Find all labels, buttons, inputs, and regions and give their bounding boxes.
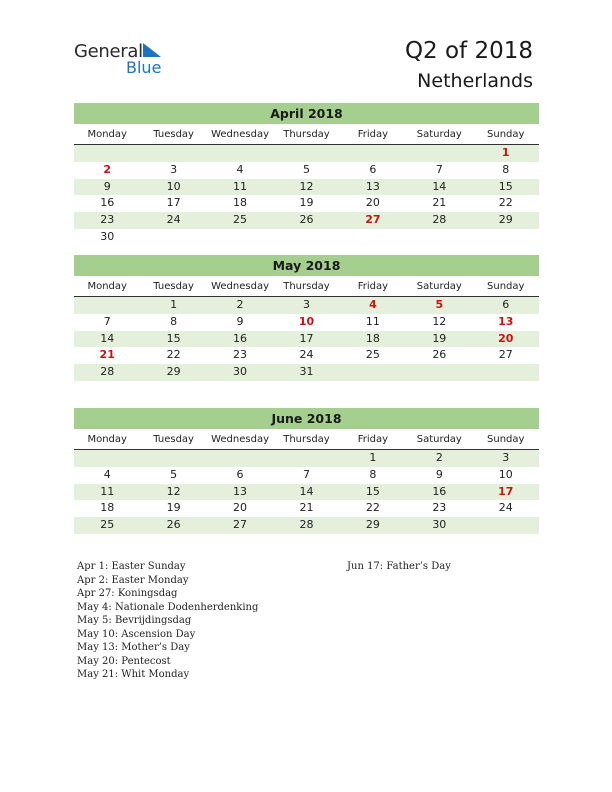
month-header: April 2018 — [74, 103, 539, 124]
day-cell: 3 — [302, 298, 310, 311]
week-row — [74, 179, 539, 196]
day-cell — [473, 364, 539, 381]
week-row — [74, 467, 539, 484]
holiday-day-cell: 21 — [99, 348, 115, 362]
week-row — [74, 364, 539, 381]
holiday-day-cell: 20 — [498, 331, 514, 345]
holiday-note: May 20: Pentecost — [77, 655, 171, 667]
week-row — [74, 314, 539, 331]
weekday-label: Sunday — [487, 434, 525, 445]
day-cell: 3 — [502, 451, 510, 464]
day-cell — [340, 364, 406, 381]
day-cell — [340, 145, 406, 162]
holiday-day-cell: 1 — [501, 146, 510, 159]
day-cell: 15 — [166, 331, 181, 345]
holiday-day-cell: 27 — [365, 213, 381, 227]
weekday-label: Saturday — [416, 434, 462, 445]
day-cell: 29 — [498, 213, 513, 227]
day-cell: 6 — [502, 298, 510, 311]
day-cell — [140, 145, 206, 162]
weekday-label: Wednesday — [211, 434, 269, 445]
holiday-day-cell: 2 — [103, 162, 112, 176]
day-cell: 5 — [170, 467, 178, 481]
holiday-note: Jun 17: Father’s Day — [347, 561, 451, 572]
weekday-label: Saturday — [416, 281, 462, 292]
day-cell: 4 — [236, 162, 244, 176]
holiday-note: May 21: Whit Monday — [77, 669, 190, 680]
day-cell: 25 — [100, 518, 115, 532]
day-cell: 24 — [299, 348, 314, 362]
day-cell: 19 — [299, 196, 314, 210]
week-row — [74, 229, 539, 246]
day-cell: 8 — [369, 467, 377, 481]
day-cell — [473, 229, 539, 246]
weekday-label: Wednesday — [211, 129, 269, 140]
day-cell: 26 — [432, 348, 447, 362]
weekday-label: Wednesday — [211, 281, 269, 292]
day-cell: 2 — [435, 451, 443, 464]
weekday-label: Friday — [357, 129, 389, 140]
holiday-day-cell: 17 — [498, 484, 514, 498]
day-cell — [273, 450, 339, 467]
weekday-label: Thursday — [283, 434, 330, 445]
day-cell: 6 — [236, 467, 244, 481]
day-cell: 10 — [498, 467, 513, 481]
month-may — [74, 255, 539, 381]
day-cell: 26 — [299, 213, 314, 227]
week-row — [74, 517, 539, 534]
weekday-label: Sunday — [487, 129, 525, 140]
day-cell: 17 — [299, 331, 314, 345]
day-cell: 22 — [365, 501, 380, 515]
weekday-label: Tuesday — [153, 281, 194, 292]
day-cell: 16 — [233, 331, 248, 345]
day-cell: 12 — [299, 179, 314, 193]
page-title: Q2 of 2018 — [404, 38, 533, 64]
day-cell — [406, 364, 472, 381]
brand-name-general: General — [74, 41, 143, 62]
weekday-label: Friday — [357, 434, 389, 445]
day-cell: 28 — [100, 365, 115, 379]
day-cell: 5 — [302, 162, 310, 176]
day-cell — [140, 450, 206, 467]
day-cell: 28 — [432, 213, 447, 227]
day-cell: 27 — [498, 348, 513, 362]
day-cell: 23 — [432, 501, 447, 515]
day-cell — [406, 145, 472, 162]
month-header: June 2018 — [74, 408, 539, 429]
holiday-note: May 13: Mother’s Day — [77, 642, 190, 653]
month-april — [74, 103, 539, 246]
day-cell: 21 — [299, 501, 314, 515]
week-row — [74, 484, 539, 501]
day-cell: 23 — [233, 348, 248, 362]
holiday-note: May 5: Bevrijdingsdag — [77, 615, 192, 626]
holiday-day-cell: 10 — [298, 314, 315, 328]
day-cell: 23 — [100, 213, 115, 227]
week-row — [74, 297, 539, 314]
week-row — [74, 162, 539, 179]
holiday-note: May 4: Nationale Dodenherdenking — [77, 601, 259, 613]
day-cell: 17 — [166, 196, 181, 210]
holiday-note: Apr 2: Easter Monday — [77, 574, 189, 586]
holiday-day-cell: 13 — [498, 314, 514, 328]
weekday-header-row — [74, 276, 539, 297]
day-cell — [74, 450, 140, 467]
week-row — [74, 212, 539, 229]
day-cell: 2 — [236, 298, 244, 311]
day-cell: 18 — [365, 331, 380, 345]
day-cell: 1 — [170, 298, 178, 311]
day-cell: 14 — [100, 331, 115, 345]
day-cell — [207, 450, 273, 467]
weekday-header-row — [74, 124, 539, 145]
day-cell: 24 — [498, 501, 513, 515]
day-cell — [273, 145, 339, 162]
day-cell: 16 — [432, 484, 447, 498]
day-cell: 4 — [103, 467, 111, 481]
day-cell: 24 — [166, 213, 181, 227]
day-cell: 29 — [166, 365, 181, 379]
brand-logo — [74, 41, 174, 77]
weekday-header-row — [74, 429, 539, 450]
month-weeks — [74, 450, 539, 534]
day-cell: 25 — [233, 213, 248, 227]
day-cell: 27 — [233, 518, 248, 532]
day-cell: 20 — [233, 501, 248, 515]
weekday-label: Monday — [87, 281, 127, 292]
day-cell: 6 — [369, 162, 377, 176]
day-cell: 18 — [100, 501, 115, 515]
day-cell: 10 — [166, 179, 181, 193]
month-header: May 2018 — [74, 255, 539, 276]
day-cell: 29 — [365, 518, 380, 532]
day-cell: 9 — [103, 179, 111, 193]
month-weeks — [74, 297, 539, 381]
day-cell: 19 — [432, 331, 447, 345]
day-cell — [473, 517, 539, 534]
day-cell — [273, 229, 339, 246]
holiday-day-cell: 4 — [369, 298, 377, 311]
day-cell: 11 — [365, 314, 380, 328]
page-subtitle: Netherlands — [417, 70, 533, 92]
week-row — [74, 450, 539, 467]
day-cell: 25 — [365, 348, 380, 362]
holiday-note: May 10: Ascension Day — [77, 628, 196, 640]
day-cell: 28 — [299, 518, 314, 532]
day-cell — [340, 229, 406, 246]
day-cell: 9 — [435, 467, 443, 481]
day-cell — [406, 229, 472, 246]
holiday-note: Apr 1: Easter Sunday — [77, 561, 186, 572]
day-cell: 19 — [166, 501, 181, 515]
weekday-label: Thursday — [283, 281, 330, 292]
weekday-label: Tuesday — [153, 434, 194, 445]
week-row — [74, 331, 539, 348]
day-cell: 9 — [236, 314, 244, 328]
day-cell: 8 — [170, 314, 178, 328]
weekday-label: Saturday — [416, 129, 462, 140]
weekday-label: Monday — [87, 129, 127, 140]
day-cell: 12 — [432, 314, 447, 328]
day-cell: 12 — [166, 484, 181, 498]
holiday-list-right — [347, 560, 451, 574]
holiday-note: Apr 27: Koningsdag — [77, 588, 178, 599]
day-cell: 15 — [498, 179, 513, 193]
logo-triangle-icon — [141, 43, 161, 59]
weekday-label: Sunday — [487, 281, 525, 292]
day-cell: 8 — [502, 162, 510, 176]
day-cell — [74, 145, 140, 162]
day-cell: 13 — [365, 179, 380, 193]
day-cell: 14 — [432, 179, 447, 193]
day-cell: 26 — [166, 518, 181, 532]
day-cell: 15 — [365, 484, 380, 498]
day-cell: 3 — [170, 162, 178, 176]
day-cell: 20 — [365, 196, 380, 210]
day-cell: 1 — [369, 451, 377, 464]
week-row — [74, 145, 539, 162]
weekday-label: Friday — [357, 281, 389, 292]
day-cell: 7 — [103, 314, 111, 328]
day-cell: 16 — [100, 196, 115, 210]
month-weeks — [74, 145, 539, 246]
day-cell: 30 — [432, 518, 447, 532]
day-cell: 7 — [302, 467, 310, 481]
day-cell: 30 — [100, 229, 115, 243]
month-june — [74, 408, 539, 534]
brand-name-blue: Blue — [126, 58, 162, 77]
holiday-list-left — [77, 560, 258, 682]
day-cell — [207, 145, 273, 162]
week-row — [74, 500, 539, 517]
day-cell: 14 — [299, 484, 314, 498]
day-cell: 11 — [233, 179, 248, 193]
weekday-label: Thursday — [283, 129, 330, 140]
day-cell — [140, 229, 206, 246]
weekday-label: Tuesday — [153, 129, 194, 140]
holiday-day-cell: 5 — [435, 298, 444, 311]
day-cell — [207, 229, 273, 246]
week-row — [74, 347, 539, 364]
day-cell: 18 — [233, 196, 248, 210]
day-cell: 22 — [166, 348, 181, 362]
week-row — [74, 195, 539, 212]
day-cell: 30 — [233, 365, 248, 379]
day-cell: 11 — [100, 484, 115, 498]
day-cell: 21 — [432, 196, 447, 210]
day-cell: 13 — [233, 484, 248, 498]
weekday-label: Monday — [87, 434, 127, 445]
day-cell — [74, 297, 140, 314]
day-cell: 31 — [299, 365, 314, 379]
day-cell: 7 — [435, 162, 443, 176]
day-cell: 22 — [498, 196, 513, 210]
